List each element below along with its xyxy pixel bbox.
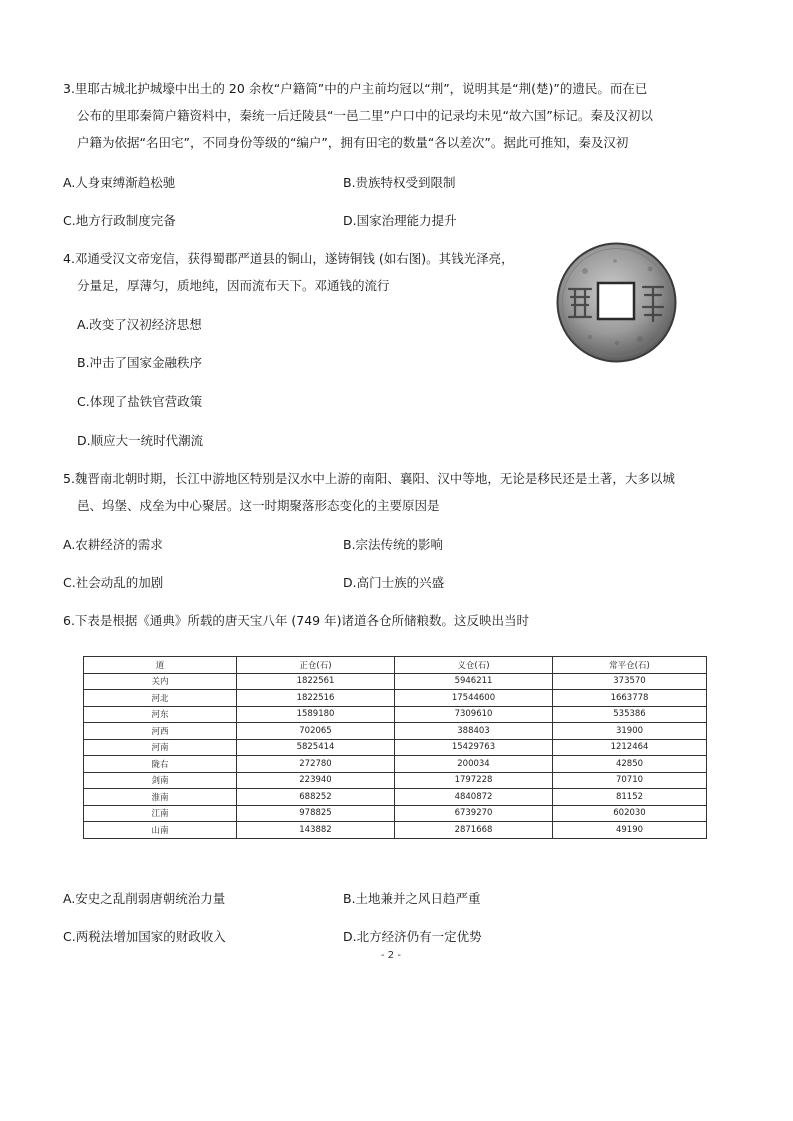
table-row xyxy=(84,673,707,690)
table-cell-value: 1822516 xyxy=(237,690,395,707)
table-cell-value: 978825 xyxy=(237,805,395,822)
table-cell-circuit: 剑南 xyxy=(84,772,237,789)
table-header-yicang: 义仓(石) xyxy=(395,657,553,674)
table-cell-value: 6739270 xyxy=(395,805,553,822)
question-5-option-b: B.宗法传统的影响 xyxy=(343,537,444,552)
table-cell-value: 143882 xyxy=(237,822,395,839)
question-5-line-1: 5.魏晋南北朝时期，长江中游地区特别是汉水中上游的南阳、襄阳、汉中等地，无论是移民还是土著，大多以城 xyxy=(63,471,675,486)
table-cell-circuit: 河北 xyxy=(84,690,237,707)
question-5-line-2: 邑、坞堡、戍垒为中心聚居。这一时期聚落形态变化的主要原因是 xyxy=(77,498,440,513)
table-header-circuit: 道 xyxy=(84,657,237,674)
table-cell-value: 70710 xyxy=(553,772,707,789)
question-4-stem xyxy=(63,245,543,299)
table-row xyxy=(84,789,707,806)
question-4-option-c: C.体现了盐铁官营政策 xyxy=(77,394,203,409)
question-6-option-d: D.北方经济仍有一定优势 xyxy=(343,929,482,944)
table-cell-value: 5825414 xyxy=(237,739,395,756)
table-row xyxy=(84,805,707,822)
table-cell-value: 81152 xyxy=(553,789,707,806)
question-3-line-2: 公布的里耶秦简户籍资料中，秦统一后迁陵县“一邑二里”户口中的记录均未见“故六国”标记。秦及汉初以 xyxy=(77,108,653,123)
page-number: - 2 - xyxy=(381,950,401,961)
table-cell-value: 2871668 xyxy=(395,822,553,839)
question-4-line-1: 4.邓通受汉文帝宠信，获得蜀郡严道县的铜山，遂铸铜钱 (如右图)。其钱光泽亮， xyxy=(63,251,514,266)
table-cell-value: 1822561 xyxy=(237,673,395,690)
table-cell-value: 702065 xyxy=(237,723,395,740)
question-5-option-a: A.农耕经济的需求 xyxy=(63,537,163,552)
question-6-option-a: A.安史之乱削弱唐朝统治力量 xyxy=(63,891,226,906)
table-cell-value: 223940 xyxy=(237,772,395,789)
table-cell-value: 1212464 xyxy=(553,739,707,756)
question-3-option-b: B.贵族特权受到限制 xyxy=(343,175,456,190)
table-cell-value: 17544600 xyxy=(395,690,553,707)
table-cell-circuit: 山南 xyxy=(84,822,237,839)
table-header-row xyxy=(84,657,707,674)
table-row xyxy=(84,756,707,773)
question-5-option-d: D.高门士族的兴盛 xyxy=(343,575,445,590)
question-4-line-2: 分量足，厚薄匀，质地纯，因而流布天下。邓通钱的流行 xyxy=(77,278,390,293)
table-header-changpingcang: 常平仓(石) xyxy=(553,657,707,674)
table-cell-circuit: 河南 xyxy=(84,739,237,756)
table-row xyxy=(84,706,707,723)
table-cell-circuit: 陇右 xyxy=(84,756,237,773)
table-row xyxy=(84,822,707,839)
question-3-line-1: 3.里耶古城北护城壕中出土的 20 余枚“户籍简”中的户主前均冠以“荆”，说明其是“荆(楚)”的遗民。而在已 xyxy=(63,81,648,96)
table-row xyxy=(84,723,707,740)
table-row xyxy=(84,739,707,756)
table-cell-value: 42850 xyxy=(553,756,707,773)
question-4-option-a: A.改变了汉初经济思想 xyxy=(77,317,202,332)
table-cell-value: 15429763 xyxy=(395,739,553,756)
table-cell-value: 31900 xyxy=(553,723,707,740)
table-cell-value: 4840872 xyxy=(395,789,553,806)
table-cell-value: 535386 xyxy=(553,706,707,723)
table-row xyxy=(84,772,707,789)
table-cell-circuit: 关内 xyxy=(84,673,237,690)
question-5-stem xyxy=(63,465,738,519)
table-row xyxy=(84,690,707,707)
table-cell-value: 200034 xyxy=(395,756,553,773)
table-body xyxy=(84,673,707,838)
question-4-option-d: D.顺应大一统时代潮流 xyxy=(77,433,204,448)
ban-liang-coin-icon xyxy=(555,241,678,364)
table-cell-value: 5946211 xyxy=(395,673,553,690)
table-cell-value: 1589180 xyxy=(237,706,395,723)
table-cell-value: 49190 xyxy=(553,822,707,839)
question-3-option-c: C.地方行政制度完备 xyxy=(63,213,176,228)
table-cell-value: 1797228 xyxy=(395,772,553,789)
question-5-option-c: C.社会动乱的加剧 xyxy=(63,575,164,590)
table-cell-value: 272780 xyxy=(237,756,395,773)
question-3-stem xyxy=(63,75,738,156)
table-cell-circuit: 河东 xyxy=(84,706,237,723)
question-6-option-c: C.两税法增加国家的财政收入 xyxy=(63,929,226,944)
table-cell-value: 1663778 xyxy=(553,690,707,707)
question-3-option-d: D.国家治理能力提升 xyxy=(343,213,457,228)
table-cell-value: 7309610 xyxy=(395,706,553,723)
question-6-option-b: B.土地兼并之风日趋严重 xyxy=(343,891,481,906)
question-4-option-b: B.冲击了国家金融秩序 xyxy=(77,355,203,370)
table-cell-value: 388403 xyxy=(395,723,553,740)
table-cell-circuit: 淮南 xyxy=(84,789,237,806)
table-cell-value: 602030 xyxy=(553,805,707,822)
table-cell-value: 688252 xyxy=(237,789,395,806)
table-cell-circuit: 河西 xyxy=(84,723,237,740)
table-cell-circuit: 江南 xyxy=(84,805,237,822)
question-3-option-a: A.人身束缚渐趋松驰 xyxy=(63,175,176,190)
question-3-line-3: 户籍为依据“名田宅”，不同身份等级的“编户”，拥有田宅的数量“各以差次”。据此可推知，秦及汉初 xyxy=(77,135,629,150)
question-6-stem: 6.下表是根据《通典》所载的唐天宝八年 (749 年)诸道各仓所储粮数。这反映出当时 xyxy=(63,613,529,628)
granary-table xyxy=(83,656,707,839)
table-header-zhengcang: 正仓(石) xyxy=(237,657,395,674)
table-cell-value: 373570 xyxy=(553,673,707,690)
